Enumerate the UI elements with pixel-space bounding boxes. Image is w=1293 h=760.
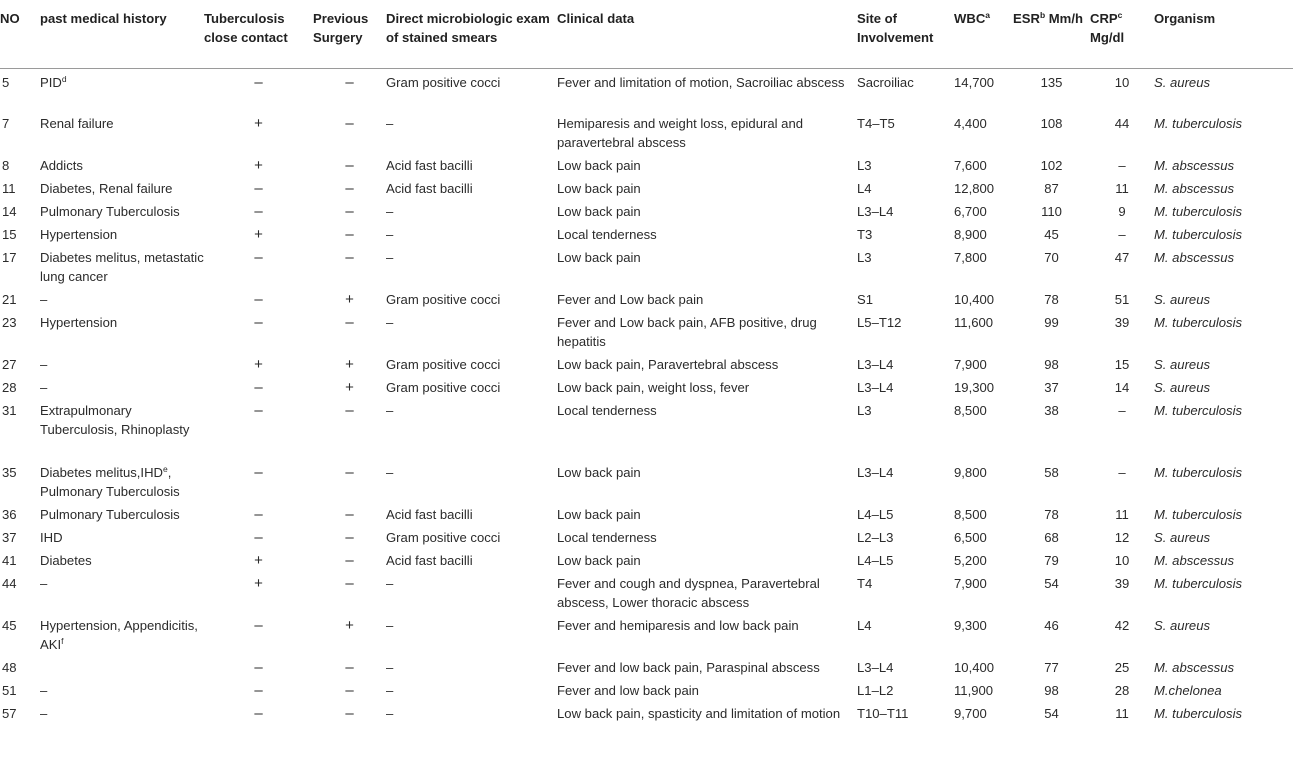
table-row	[0, 374, 1293, 397]
cell-microbiologic-exam: –	[386, 204, 394, 219]
cell-microbiologic-exam: Acid fast bacilli	[386, 181, 473, 196]
cell-previous-surgery: –	[345, 226, 354, 243]
header-organism: Organism	[1154, 0, 1293, 68]
cell-microbiologic-exam: –	[386, 660, 394, 675]
table-row	[0, 351, 1293, 374]
table-body	[0, 68, 1293, 742]
pmh-text: –	[40, 576, 48, 591]
pmh-text: Pulmonary Tuberculosis	[40, 507, 180, 522]
cell-microbiologic-exam: –	[386, 706, 394, 721]
cell-previous-surgery: –	[345, 575, 354, 592]
cell-clinical-data: Fever and limitation of motion, Sacroiliac abscess	[557, 74, 845, 90]
cell-organism: M. abscessus	[1154, 250, 1235, 265]
table-row	[0, 309, 1293, 351]
cell-crp: 10	[1114, 553, 1130, 568]
cell-wbc: 10,400	[954, 292, 995, 307]
header-clinical-data: Clinical data	[557, 0, 857, 68]
cell-no: 23	[2, 315, 17, 330]
pmh-footnote: f	[61, 636, 64, 646]
cell-previous-surgery: –	[345, 529, 354, 546]
cell-tuberculosis-contact: –	[254, 73, 263, 91]
cell-clinical-data: Fever and cough and dyspnea, Paravertebral abscess, Lower thoracic abscess	[557, 576, 820, 610]
cell-esr: 98	[1044, 683, 1059, 698]
cell-clinical-data: Fever and hemiparesis and low back pain	[557, 618, 799, 633]
cell-previous-surgery: –	[345, 115, 354, 132]
cell-microbiologic-exam: –	[386, 227, 394, 242]
cell-site: T3	[857, 227, 873, 242]
pmh-text: Hypertension, Appendicitis, AKI	[40, 618, 198, 652]
pmh-text: Hypertension	[40, 315, 118, 330]
cell-esr: 68	[1044, 530, 1059, 545]
cell-esr: 78	[1044, 292, 1059, 307]
cell-past-medical-history	[40, 152, 204, 175]
cell-organism: M. tuberculosis	[1154, 706, 1243, 721]
table-row	[0, 570, 1293, 612]
cell-clinical-data: Low back pain, spasticity and limitation of motion	[557, 706, 841, 721]
table-row	[0, 612, 1293, 654]
cell-organism: S. aureus	[1154, 292, 1211, 307]
cell-site: Sacroiliac	[857, 74, 914, 90]
header-esr-label: ESR	[1013, 11, 1040, 26]
cell-no: 57	[2, 706, 17, 721]
cell-no: 5	[2, 74, 10, 90]
table-row	[0, 700, 1293, 742]
cell-previous-surgery: –	[345, 157, 354, 174]
cell-site: T4	[857, 576, 873, 591]
cell-clinical-data: Low back pain	[557, 465, 641, 480]
cell-no: 41	[2, 553, 17, 568]
cell-site: L4–L5	[857, 553, 894, 568]
cell-crp: 11	[1115, 706, 1129, 721]
pmh-text: –	[40, 683, 48, 698]
cell-esr: 54	[1044, 576, 1059, 591]
cell-crp: 10	[1114, 74, 1130, 90]
cell-site: L3–L4	[857, 357, 894, 372]
cell-site: T4–T5	[857, 116, 895, 131]
table-row	[0, 459, 1293, 501]
cell-crp: 42	[1114, 618, 1130, 633]
cell-esr: 102	[1040, 158, 1063, 173]
cell-no: 14	[2, 204, 17, 219]
cell-organism: M. abscessus	[1154, 158, 1235, 173]
cell-no: 27	[2, 357, 17, 372]
cell-wbc: 6,700	[954, 204, 987, 219]
cell-organism: M.chelonea	[1154, 683, 1222, 698]
table-row	[0, 524, 1293, 547]
cell-site: L4	[857, 618, 872, 633]
cell-clinical-data: Fever and Low back pain, AFB positive, drug hepatitis	[557, 315, 817, 349]
cell-site: L3–L4	[857, 465, 894, 480]
cell-previous-surgery: –	[345, 659, 354, 676]
cell-previous-surgery: –	[345, 73, 354, 91]
cell-past-medical-history	[40, 221, 204, 244]
cell-tuberculosis-contact: –	[254, 291, 263, 308]
cell-site: L3–L4	[857, 204, 894, 219]
cell-esr: 135	[1040, 74, 1063, 90]
cell-site: L2–L3	[857, 530, 894, 545]
table-row	[0, 198, 1293, 221]
cell-tuberculosis-contact: +	[254, 552, 263, 569]
cell-microbiologic-exam: Gram positive cocci	[386, 357, 501, 372]
cell-crp: 9	[1118, 204, 1126, 219]
cell-wbc: 5,200	[954, 553, 987, 568]
cell-no: 45	[2, 618, 17, 633]
table-row	[0, 501, 1293, 524]
cell-past-medical-history	[40, 524, 204, 547]
cell-tuberculosis-contact: –	[254, 314, 263, 331]
cell-no: 17	[2, 250, 17, 265]
cell-no: 35	[2, 465, 17, 480]
cell-microbiologic-exam: Gram positive cocci	[386, 530, 501, 545]
cell-microbiologic-exam: –	[386, 315, 394, 330]
cell-crp: 28	[1114, 683, 1130, 698]
cell-past-medical-history	[40, 110, 204, 152]
cell-organism: M. abscessus	[1154, 553, 1235, 568]
cell-tuberculosis-contact: +	[254, 356, 263, 373]
cell-wbc: 19,300	[954, 380, 995, 395]
cell-past-medical-history	[40, 244, 204, 286]
cell-previous-surgery: –	[345, 552, 354, 569]
pmh-text: –	[40, 380, 48, 395]
cell-microbiologic-exam: Acid fast bacilli	[386, 507, 473, 522]
cell-organism: M. tuberculosis	[1154, 507, 1243, 522]
header-wbc	[954, 0, 1013, 68]
cell-tuberculosis-contact: –	[254, 379, 263, 396]
table-row	[0, 397, 1293, 459]
header-crp	[1090, 0, 1154, 68]
cell-esr: 79	[1044, 553, 1059, 568]
pmh-text: Diabetes melitus, metastatic lung cancer	[40, 250, 204, 284]
cell-site: L5–T12	[857, 315, 902, 330]
cell-no: 44	[2, 576, 17, 591]
header-microbiologic-exam: Direct microbiologic exam of stained smears	[386, 0, 557, 68]
pmh-text: –	[40, 357, 48, 372]
cell-previous-surgery: +	[345, 356, 354, 373]
cell-clinical-data: Fever and Low back pain	[557, 292, 704, 307]
cell-microbiologic-exam: –	[386, 250, 394, 265]
cell-no: 31	[2, 403, 17, 418]
header-crp-unit: Mg/dl	[1090, 30, 1125, 45]
header-esr-footnote: b	[1039, 10, 1046, 20]
cell-clinical-data: Low back pain	[557, 507, 641, 522]
cell-crp: –	[1118, 227, 1126, 242]
cell-clinical-data: Low back pain	[557, 181, 641, 196]
cell-past-medical-history	[40, 654, 204, 677]
cell-microbiologic-exam: Acid fast bacilli	[386, 553, 473, 568]
cell-clinical-data: Local tenderness	[557, 403, 657, 418]
cell-crp: 25	[1114, 660, 1130, 675]
header-tuberculosis-contact: Tuberculosis close contact	[204, 0, 313, 68]
cell-past-medical-history	[40, 459, 204, 501]
cell-past-medical-history	[40, 501, 204, 524]
cell-crp: 11	[1115, 181, 1129, 196]
cell-wbc: 11,600	[954, 315, 994, 330]
cell-wbc: 4,400	[954, 116, 987, 131]
cell-microbiologic-exam: –	[386, 683, 394, 698]
cell-crp: 14	[1114, 380, 1130, 395]
cell-tuberculosis-contact: –	[254, 464, 263, 481]
cell-crp: 44	[1114, 116, 1130, 131]
cell-microbiologic-exam: –	[386, 403, 394, 418]
header-esr	[1013, 0, 1090, 68]
cell-clinical-data: Fever and low back pain, Paraspinal abscess	[557, 660, 820, 675]
cell-past-medical-history	[40, 612, 204, 654]
cell-microbiologic-exam: Gram positive cocci	[386, 292, 501, 307]
cell-no: 37	[2, 530, 17, 545]
header-site-of-involvement: Site of Involvement	[857, 0, 954, 68]
table-row	[0, 152, 1293, 175]
table-row	[0, 677, 1293, 700]
cell-crp: –	[1118, 465, 1126, 480]
table-row	[0, 286, 1293, 309]
pmh-text: Hypertension	[40, 227, 118, 242]
cell-clinical-data: Fever and low back pain	[557, 683, 699, 698]
cell-microbiologic-exam: Acid fast bacilli	[386, 158, 473, 173]
cell-past-medical-history	[40, 175, 204, 198]
cell-wbc: 9,700	[954, 706, 987, 721]
cell-no: 8	[2, 158, 10, 173]
table-row	[0, 68, 1293, 110]
cell-past-medical-history	[40, 68, 204, 110]
cell-wbc: 14,700	[954, 74, 995, 90]
cell-organism: M. abscessus	[1154, 660, 1235, 675]
cell-organism: M. tuberculosis	[1154, 227, 1243, 242]
cell-crp: 12	[1114, 530, 1130, 545]
cell-esr: 58	[1044, 465, 1059, 480]
cell-esr: 87	[1044, 181, 1059, 196]
table-row	[0, 654, 1293, 677]
header-past-medical-history: past medical history	[40, 0, 204, 68]
cell-esr: 77	[1044, 660, 1059, 675]
cell-site: L1–L2	[857, 683, 894, 698]
pmh-footnote: e	[162, 464, 168, 474]
cell-tuberculosis-contact: –	[254, 249, 263, 266]
table-row	[0, 175, 1293, 198]
pmh-text-continued: , Pulmonary Tuberculosis	[40, 465, 180, 499]
cell-esr: 54	[1044, 706, 1059, 721]
cell-wbc: 8,900	[954, 227, 987, 242]
cell-crp: 39	[1114, 576, 1130, 591]
cell-microbiologic-exam: –	[386, 618, 394, 633]
cell-site: L3	[857, 158, 872, 173]
pmh-text: Diabetes melitus,IHD	[40, 465, 163, 480]
cell-previous-surgery: –	[345, 180, 354, 197]
cell-no: 51	[2, 683, 17, 698]
cell-no: 48	[2, 660, 17, 675]
cell-wbc: 9,800	[954, 465, 987, 480]
cell-wbc: 7,600	[954, 158, 987, 173]
cell-microbiologic-exam: Gram positive cocci	[386, 74, 501, 90]
cell-crp: –	[1118, 403, 1126, 418]
header-esr-unit: Mm/h	[1045, 11, 1083, 26]
cell-clinical-data: Low back pain	[557, 553, 641, 568]
cell-past-medical-history	[40, 286, 204, 309]
cell-past-medical-history	[40, 351, 204, 374]
pmh-text: –	[40, 706, 48, 721]
cell-no: 21	[2, 292, 17, 307]
cell-site: T10–T11	[857, 706, 909, 721]
cell-previous-surgery: –	[345, 314, 354, 331]
cell-tuberculosis-contact: –	[254, 682, 263, 699]
cell-site: L3–L4	[857, 660, 894, 675]
pmh-text: Pulmonary Tuberculosis	[40, 204, 180, 219]
cell-tuberculosis-contact: +	[254, 157, 263, 174]
cell-crp: 47	[1114, 250, 1130, 265]
cell-wbc: 11,900	[954, 683, 994, 698]
pmh-text: –	[40, 292, 48, 307]
cell-tuberculosis-contact: –	[254, 705, 263, 722]
cell-organism: S. aureus	[1154, 618, 1211, 633]
cell-site: L4–L5	[857, 507, 894, 522]
cell-clinical-data: Hemiparesis and weight loss, epidural and paravertebral abscess	[557, 116, 804, 150]
cell-esr: 70	[1044, 250, 1059, 265]
cell-esr: 38	[1044, 403, 1059, 418]
cell-tuberculosis-contact: –	[254, 659, 263, 676]
cell-previous-surgery: +	[345, 617, 354, 634]
cell-tuberculosis-contact: –	[254, 180, 263, 197]
cell-tuberculosis-contact: –	[254, 617, 263, 634]
cell-microbiologic-exam: –	[386, 576, 394, 591]
cell-tuberculosis-contact: –	[254, 203, 263, 220]
cell-crp: 15	[1114, 357, 1130, 372]
cell-wbc: 8,500	[954, 507, 987, 522]
table-row	[0, 244, 1293, 286]
cell-esr: 46	[1044, 618, 1059, 633]
cell-clinical-data: Low back pain	[557, 204, 641, 219]
cell-organism: M. tuberculosis	[1154, 576, 1243, 591]
cell-tuberculosis-contact: –	[254, 506, 263, 523]
cell-esr: 37	[1044, 380, 1059, 395]
cell-wbc: 7,900	[954, 357, 987, 372]
cell-microbiologic-exam: –	[386, 465, 394, 480]
cell-previous-surgery: +	[345, 379, 354, 396]
header-wbc-label: WBC	[954, 11, 986, 26]
cell-previous-surgery: –	[345, 705, 354, 722]
cell-past-medical-history	[40, 374, 204, 397]
cell-esr: 98	[1044, 357, 1059, 372]
cell-esr: 108	[1040, 116, 1063, 131]
cell-esr: 45	[1044, 227, 1059, 242]
cell-wbc: 12,800	[954, 181, 995, 196]
cell-no: 15	[2, 227, 17, 242]
table-row	[0, 221, 1293, 244]
header-crp-footnote: c	[1117, 10, 1123, 20]
cell-site: L3	[857, 403, 872, 418]
pmh-text: IHD	[40, 530, 63, 545]
cell-previous-surgery: –	[345, 464, 354, 481]
cell-wbc: 8,500	[954, 403, 987, 418]
cell-tuberculosis-contact: –	[254, 402, 263, 419]
cell-wbc: 9,300	[954, 618, 987, 633]
cell-esr: 78	[1044, 507, 1059, 522]
cell-organism: M. tuberculosis	[1154, 204, 1243, 219]
cell-organism: M. tuberculosis	[1154, 116, 1243, 131]
header-previous-surgery: Previous Surgery	[313, 0, 386, 68]
table-row	[0, 110, 1293, 152]
cell-organism: S. aureus	[1154, 380, 1211, 395]
cell-organism: M. abscessus	[1154, 181, 1235, 196]
cell-site: L3	[857, 250, 872, 265]
pmh-footnote: d	[61, 73, 67, 84]
cell-previous-surgery: –	[345, 249, 354, 266]
cell-previous-surgery: –	[345, 402, 354, 419]
pmh-text: PID	[40, 74, 62, 90]
cell-previous-surgery: –	[345, 203, 354, 220]
cell-crp: –	[1118, 158, 1126, 173]
cell-microbiologic-exam: –	[386, 116, 394, 131]
pmh-text: Addicts	[40, 158, 83, 173]
cell-no: 28	[2, 380, 17, 395]
cell-tuberculosis-contact: –	[254, 529, 263, 546]
cell-past-medical-history	[40, 570, 204, 612]
cell-crp: 51	[1114, 292, 1130, 307]
header-no: NO	[0, 0, 40, 68]
cell-previous-surgery: –	[345, 506, 354, 523]
pmh-text: Diabetes, Renal failure	[40, 181, 173, 196]
cell-organism: S. aureus	[1154, 357, 1211, 372]
cell-esr: 110	[1041, 204, 1062, 219]
cell-past-medical-history	[40, 198, 204, 221]
cell-site: L3–L4	[857, 380, 894, 395]
cell-past-medical-history	[40, 677, 204, 700]
cell-wbc: 7,900	[954, 576, 987, 591]
table-row	[0, 547, 1293, 570]
cell-clinical-data: Low back pain, weight loss, fever	[557, 380, 750, 395]
cell-wbc: 6,500	[954, 530, 987, 545]
cell-no: 36	[2, 507, 17, 522]
cell-clinical-data: Low back pain, Paravertebral abscess	[557, 357, 779, 372]
cell-clinical-data: Low back pain	[557, 158, 641, 173]
cell-wbc: 7,800	[954, 250, 987, 265]
cell-site: L4	[857, 181, 872, 196]
cell-crp: 11	[1115, 507, 1129, 522]
cell-organism: M. tuberculosis	[1154, 315, 1243, 330]
cell-previous-surgery: –	[345, 682, 354, 699]
cell-tuberculosis-contact: +	[254, 575, 263, 592]
header-wbc-footnote: a	[985, 10, 991, 20]
cell-clinical-data: Low back pain	[557, 250, 641, 265]
cell-past-medical-history	[40, 700, 204, 742]
pmh-text: Renal failure	[40, 116, 114, 131]
pmh-text: Extrapulmonary Tuberculosis, Rhinoplasty	[40, 403, 190, 437]
cell-organism: M. tuberculosis	[1154, 465, 1243, 480]
cell-crp: 39	[1114, 315, 1130, 330]
cell-clinical-data: Local tenderness	[557, 530, 657, 545]
cell-tuberculosis-contact: +	[254, 115, 263, 132]
cell-clinical-data: Local tenderness	[557, 227, 657, 242]
header-crp-label: CRP	[1090, 11, 1118, 26]
cell-no: 7	[2, 116, 10, 131]
cell-organism: M. tuberculosis	[1154, 403, 1243, 418]
cell-past-medical-history	[40, 309, 204, 351]
cell-tuberculosis-contact: +	[254, 226, 263, 243]
cell-wbc: 10,400	[954, 660, 995, 675]
cell-no: 11	[2, 181, 16, 196]
cell-past-medical-history	[40, 397, 204, 459]
cell-previous-surgery: +	[345, 291, 354, 308]
cell-past-medical-history	[40, 547, 204, 570]
table-header	[0, 0, 1293, 68]
cell-organism: S. aureus	[1154, 74, 1211, 90]
cell-esr: 99	[1044, 315, 1059, 330]
cell-microbiologic-exam: Gram positive cocci	[386, 380, 501, 395]
pmh-text: Diabetes	[40, 553, 92, 568]
cell-site: S1	[857, 292, 874, 307]
cell-organism: S. aureus	[1154, 530, 1211, 545]
